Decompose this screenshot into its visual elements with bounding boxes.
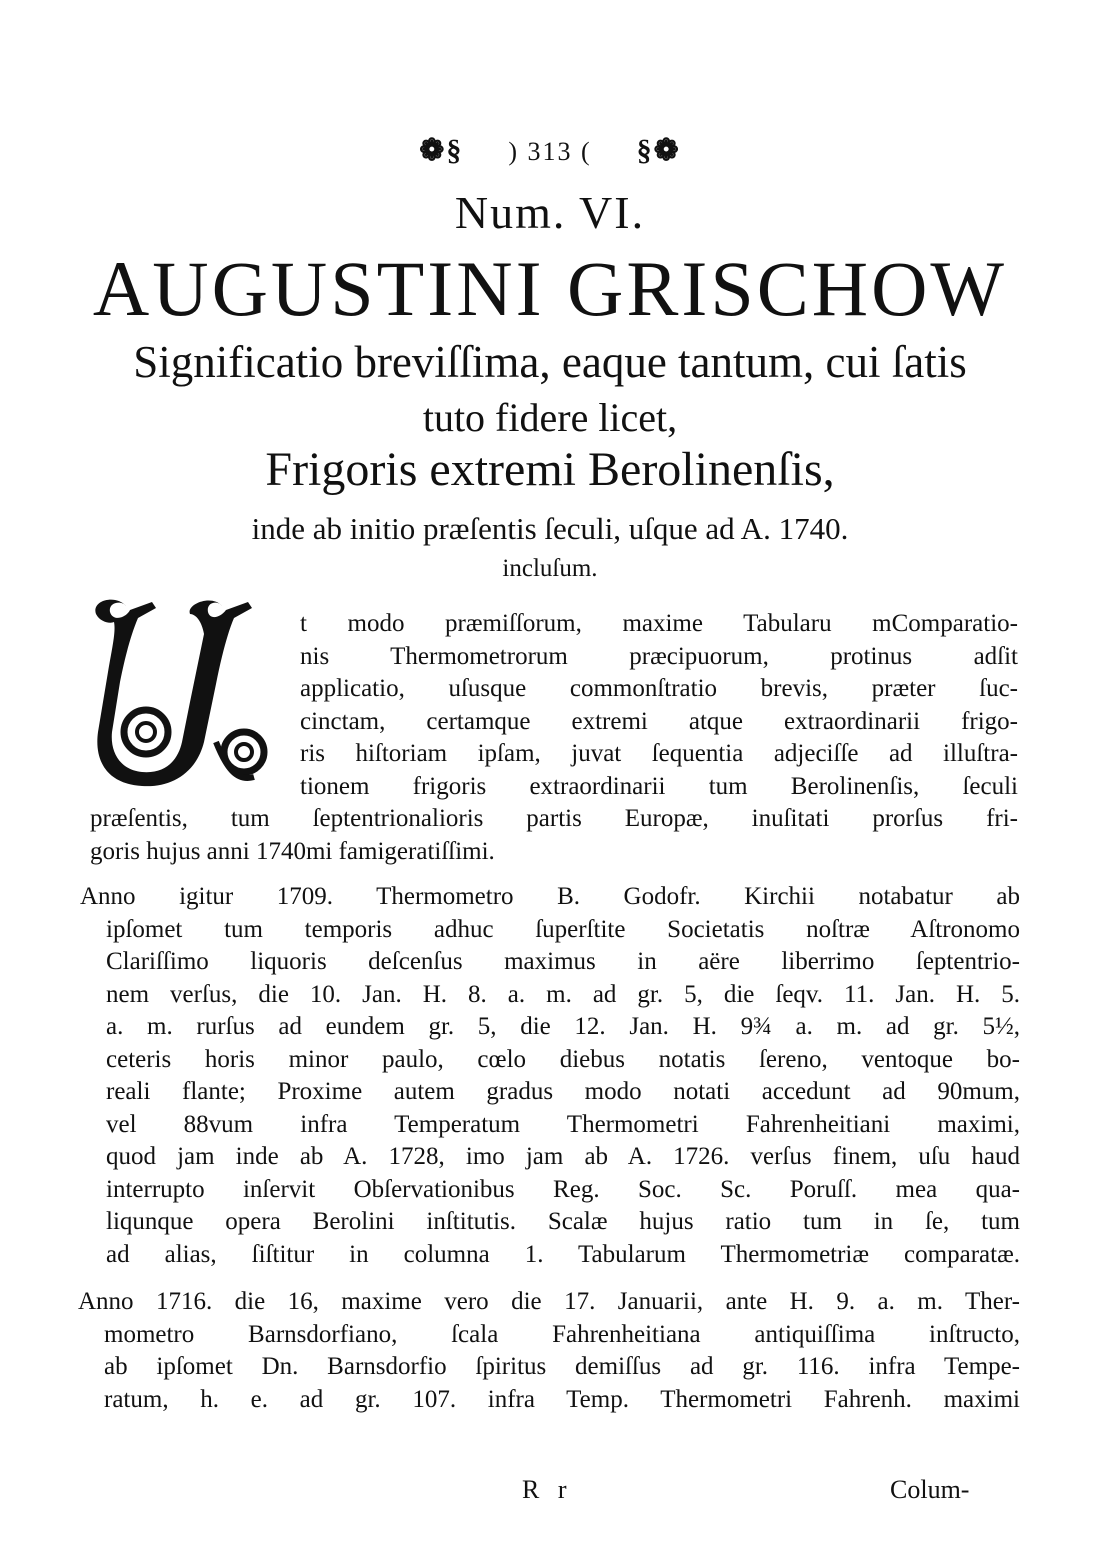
title-line-1: Significatio breviſſima, eaque tantum, cui ſatis [133,337,967,387]
text-line: goris hujus anni 1740mi famigeratiſſimi. [90,837,495,865]
paragraph-1 [90,608,1018,868]
text-line: quod jam inde ab A. 1728, imo jam ab A. 1726. verſus finem, uſu haud [106,1143,1020,1170]
text-line: mometro Barnsdorfiano, ſcala Fahrenheitiana antiquiſſima inſtructo, [104,1320,1020,1348]
text-line: liqunque opera Berolini inſtitutis. Scalæ hujus ratio tum in ſe, tum [106,1208,1020,1235]
title-line-5: incluſum. [502,555,598,582]
text-line: ad alias, ſiſtitur in columna 1. Tabularum Thermometriæ comparatæ. [106,1240,1020,1268]
ornament-right: §❁ [636,134,681,167]
ornament-left: ❁§ [419,134,464,167]
text-line: applicatio, uſusque commonſtratio brevis, præter ſuc- [300,675,1018,702]
title-line-4: inde ab initio præſentis ſeculi, uſque ad A. 1740. [251,511,849,546]
text-line: t modo præmiſſorum, maxime Tabularu mComparatio- [300,610,1018,637]
catchword: Colum- [890,1475,970,1504]
paragraph-3 [78,1286,1020,1416]
text-line: vel 88vum infra Temperatum Thermometri Fahrenheitiani maximi, [106,1110,1020,1138]
paragraph-2 [80,881,1020,1271]
text-line: tionem frigoris extraordinarii tum Berolinenſis, ſeculi [300,772,1018,800]
page-number: ) 313 ( [508,137,592,166]
text-line: nis Thermometrorum præcipuorum, protinus adſit [300,642,1018,670]
text-line: Anno 1716. die 16, maxime vero die 17. Januarii, ante H. 9. a. m. Ther- [78,1288,1020,1315]
text-line: Anno igitur 1709. Thermometro B. Godofr. Kirchii notabatur ab [80,883,1020,910]
text-line: ipſomet tum temporis adhuc ſuperſtite Societatis noſtræ Aſtronomo [106,915,1020,943]
section-number: Num. VI. [454,187,646,238]
text-line: a. m. rurſus ad eundem gr. 5, die 12. Jan. H. 9¾ a. m. ad gr. 5½, [106,1013,1020,1040]
initial-letter: U [86,592,87,593]
text-line: nem verſus, die 10. Jan. H. 8. a. m. ad gr. 5, die ſeqv. 11. Jan. H. 5. [106,980,1020,1008]
text-line: reali flante; Proxime autem gradus modo notati accedunt ad 90mum, [106,1078,1020,1105]
running-header [0,133,1100,168]
text-line: interrupto inſervit Obſervationibus Reg. Soc. Sc. Poruſſ. mea qua- [106,1175,1020,1203]
text-line: præſentis, tum ſeptentrionalioris partis Europæ, inuſitati prorſus fri- [90,805,1018,832]
text-line: Clariſſimo liquoris deſcenſus maximus in aëre liberrimo ſeptentrio- [106,948,1020,975]
text-line: ceteris horis minor paulo, cœlo diebus notatis ſereno, ventoque bo- [106,1045,1020,1073]
text-line: ratum, h. e. ad gr. 107. infra Temp. Thermometri Fahrenh. maximi [104,1385,1020,1413]
signature-mark: R r [522,1475,573,1504]
title-line-2: tuto fidere licet, [422,395,678,440]
title-line-3: Frigoris extremi Berolinenſis, [265,443,835,496]
text-line: cinctam, certamque extremi atque extraordinarii frigo- [300,707,1018,735]
text-line: ab ipſomet Dn. Barnsdorfio ſpiritus demiſſus ad gr. 116. infra Tempe- [104,1353,1020,1380]
text-line: ris hiſtoriam ipſam, juvat ſequentia adjeciſſe ad illuſtra- [300,740,1018,767]
author-name: AUGUSTINI GRISCHOW [92,245,1008,332]
